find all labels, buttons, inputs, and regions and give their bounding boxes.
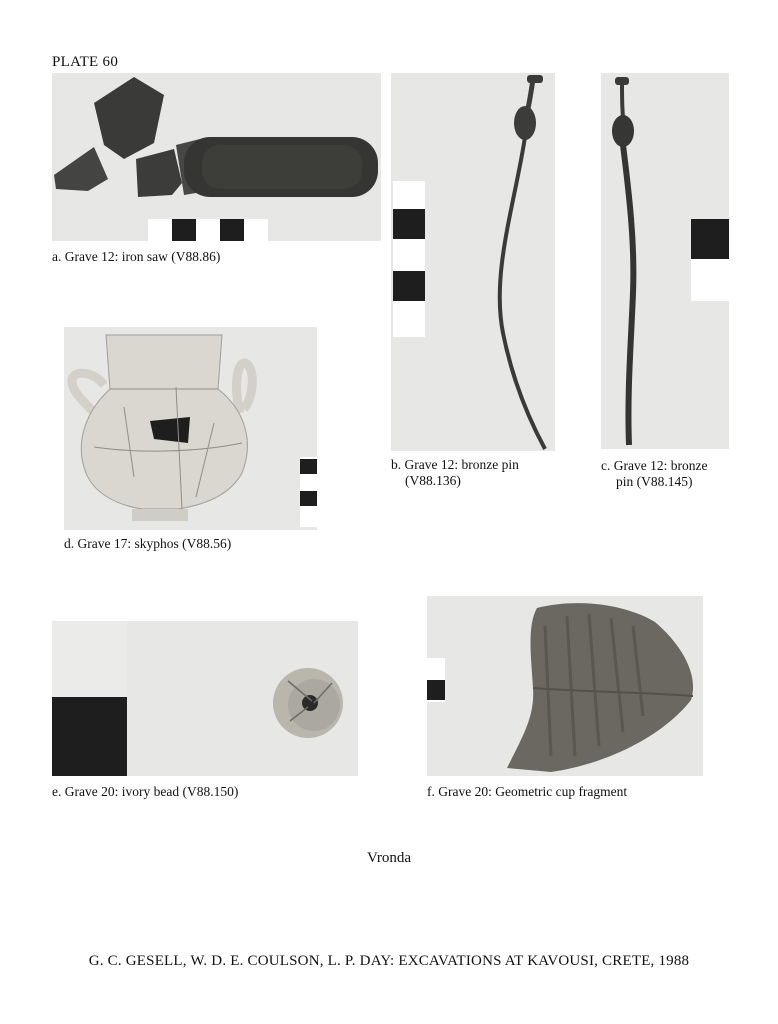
photo-cup-fragment: [427, 596, 703, 776]
skyphos-illustration: [64, 327, 317, 530]
caption-e: e. Grave 20: ivory bead (V88.150): [52, 784, 239, 799]
caption-b-line2: (V88.136): [405, 473, 461, 488]
photo-bronze-pin-c: [601, 73, 729, 449]
plate-title: PLATE 60: [52, 54, 119, 70]
photo-skyphos: [64, 327, 317, 530]
caption-f: f. Grave 20: Geometric cup fragment: [427, 784, 628, 799]
photo-iron-saw: [52, 73, 381, 241]
site-name: Vronda: [366, 850, 412, 866]
ivory-bead-illustration: [52, 621, 358, 776]
photo-ivory-bead: [52, 621, 358, 776]
credit-line: G. C. GESELL, W. D. E. COULSON, L. P. DAY: EXCAVATIONS AT KAVOUSI, CRETE, 1988: [88, 953, 690, 969]
bronze-pin-c-illustration: [601, 73, 729, 449]
caption-d: d. Grave 17: skyphos (V88.56): [64, 536, 232, 551]
caption-c-line1: c. Grave 12: bronze: [601, 458, 708, 473]
bronze-pin-b-illustration: [391, 73, 555, 451]
photo-bronze-pin-b: [391, 73, 555, 451]
cup-fragment-illustration: [427, 596, 703, 776]
caption-a: a. Grave 12: iron saw (V88.86): [52, 249, 221, 264]
caption-c-line2: pin (V88.145): [616, 474, 693, 489]
caption-b-line1: b. Grave 12: bronze pin: [391, 457, 519, 472]
iron-saw-illustration: [52, 73, 381, 241]
